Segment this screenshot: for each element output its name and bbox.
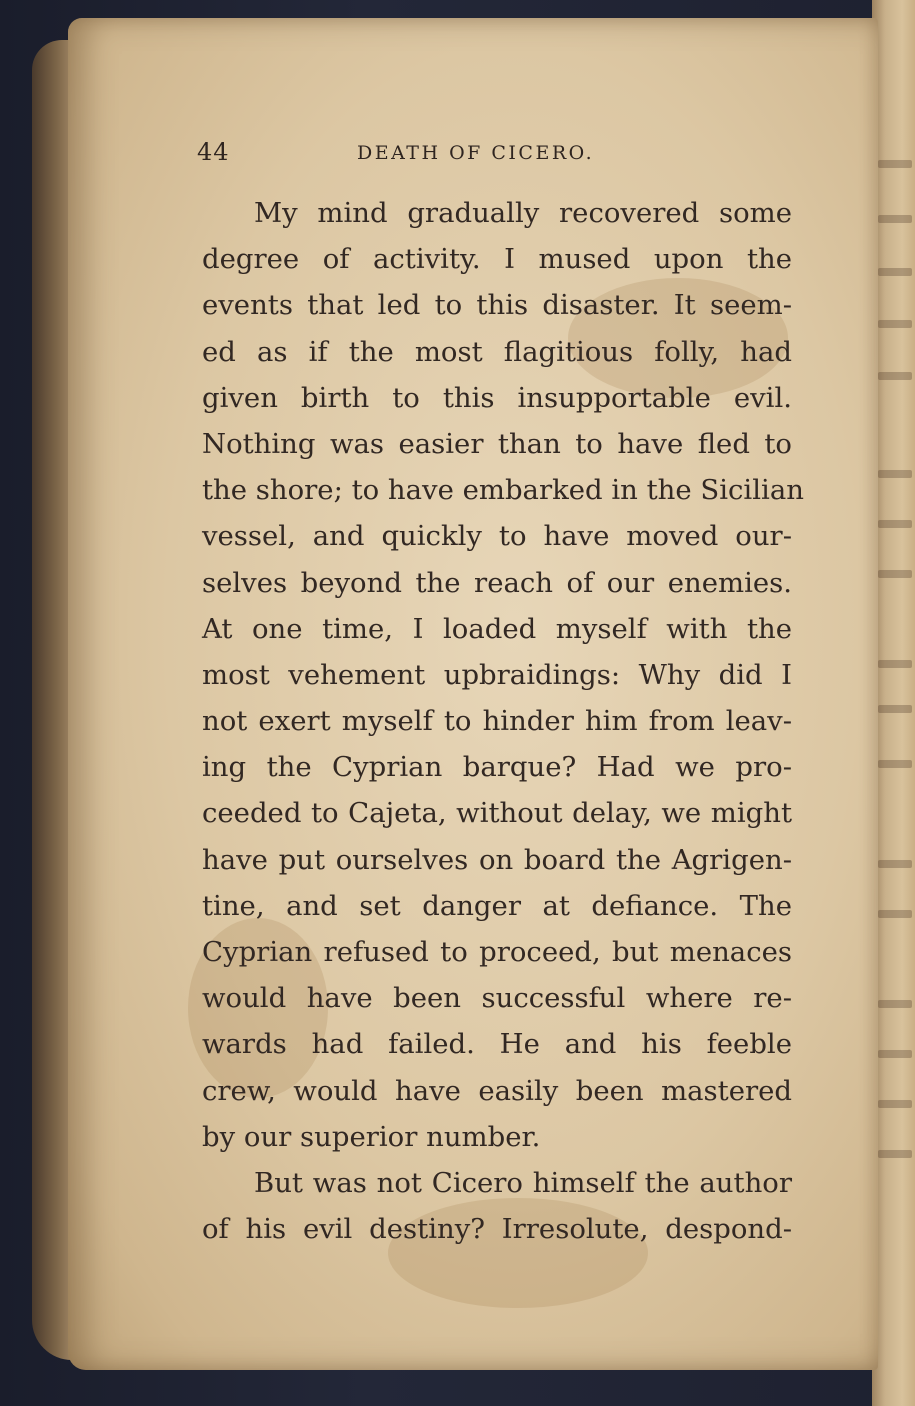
text-line: At one time, I loaded myself with the <box>202 612 792 645</box>
text-line: ed as if the most flagitious folly, had <box>202 335 792 368</box>
show-through-mark <box>878 160 912 168</box>
show-through-mark <box>878 910 912 918</box>
text-line: degree of activity. I mused upon the <box>202 243 792 276</box>
text-line: not exert myself to hinder him from leav- <box>202 705 792 738</box>
text-line: My mind gradually recovered some <box>254 197 792 229</box>
show-through-mark <box>878 1000 912 1008</box>
show-through-mark <box>878 660 912 668</box>
show-through-mark <box>878 1150 912 1158</box>
page-number: 44 <box>197 138 230 166</box>
text-line: selves beyond the reach of our enemies. <box>202 566 792 599</box>
text-line: by our superior number. <box>202 1120 541 1153</box>
text-line: have put ourselves on board the Agrigen- <box>202 843 792 876</box>
text-line: Nothing was easier than to have fled to <box>202 427 792 460</box>
text-line: vessel, and quickly to have moved our- <box>202 520 792 553</box>
show-through-mark <box>878 1050 912 1058</box>
body-text <box>202 190 804 1252</box>
text-line: wards had failed. He and his feeble <box>202 1028 792 1061</box>
show-through-mark <box>878 520 912 528</box>
text-line: ceeded to Cajeta, without delay, we might <box>202 797 792 830</box>
text-line: would have been successful where re- <box>202 982 792 1015</box>
show-through-mark <box>878 215 912 223</box>
page-header <box>197 138 637 172</box>
show-through-mark <box>878 470 912 478</box>
text-line: the shore; to have embarked in the Sicilian <box>202 474 804 507</box>
text-line: Cyprian refused to proceed, but menaces <box>202 936 792 968</box>
facing-page-edge <box>872 0 915 1406</box>
show-through-mark <box>878 1100 912 1108</box>
show-through-mark <box>878 860 912 868</box>
running-head: DEATH OF CICERO. <box>357 142 595 164</box>
show-through-mark <box>878 320 912 328</box>
show-through-mark <box>878 372 912 380</box>
text-line: But was not Cicero himself the author <box>254 1166 792 1199</box>
text-line: most vehement upbraidings: Why did I <box>202 658 792 691</box>
text-line: of his evil destiny? Irresolute, despond- <box>202 1213 792 1246</box>
show-through-mark <box>878 760 912 768</box>
show-through-mark <box>878 570 912 578</box>
text-line: ing the Cyprian barque? Had we pro- <box>202 751 792 784</box>
show-through-mark <box>878 268 912 276</box>
text-line: given birth to this insupportable evil. <box>202 381 792 414</box>
text-line: events that led to this disaster. It seem- <box>202 289 792 322</box>
text-line: tine, and set danger at defiance. The <box>202 889 792 922</box>
show-through-mark <box>878 705 912 713</box>
text-line: crew, would have easily been mastered <box>202 1074 792 1107</box>
